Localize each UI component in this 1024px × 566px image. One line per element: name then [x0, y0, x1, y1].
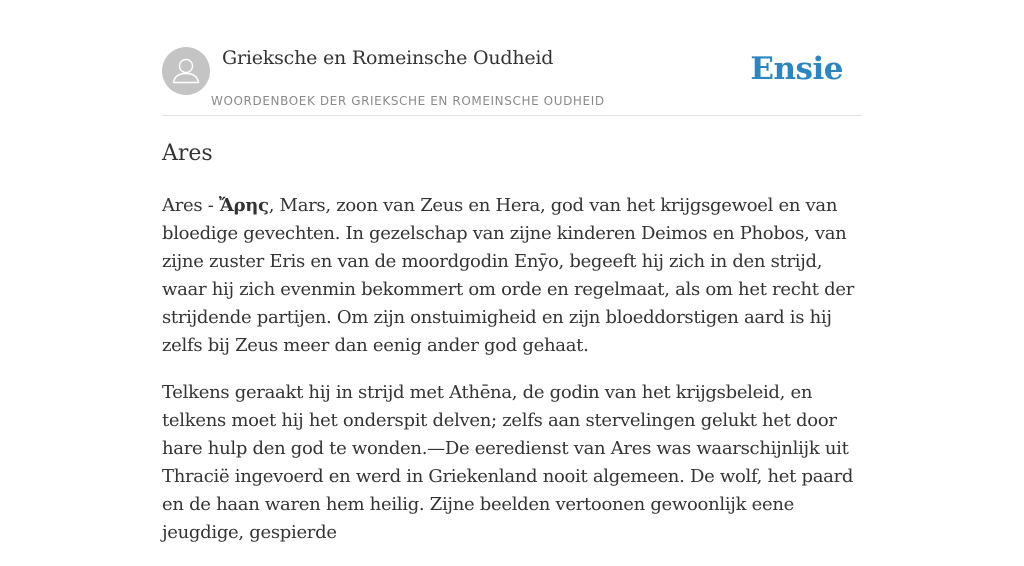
entry-lead: Ares -	[162, 195, 219, 216]
source-title[interactable]: Grieksche en Romeinsche Oudheid	[222, 47, 554, 69]
greek-term: Ἄρης	[218, 195, 269, 216]
source-subtitle[interactable]: WOORDENBOEK DER GRIEKSCHE EN ROMEINSCHE OUDHEID	[211, 94, 605, 108]
entry-paragraph-1	[162, 192, 862, 360]
avatar[interactable]	[162, 47, 210, 95]
page-container	[162, 0, 862, 543]
entry-body	[162, 192, 862, 566]
user-silhouette-icon	[162, 47, 210, 95]
entry-title: Ares	[162, 141, 213, 166]
entry-paragraph-2: Telkens geraakt hij in strijd met Athēna, de godin van het krijgsbeleid, en telkens moet hij het onderspit delven; zelfs aan stervelingen gelukt het door hare hulp den god te wonden.—De eeredienst van Ares was waarschijnlijk uit Thracië ingevoerd en werd in Griekenland nooit algemeen. De wolf, het paard en de haan waren hem heilig. Zijne beelden vertoonen gewoonlijk eene jeugdige, gespierde	[162, 382, 854, 543]
header-divider	[162, 115, 862, 116]
brand-logo[interactable]: Ensie	[750, 51, 843, 87]
entry-paragraph-1-text: , Mars, zoon van Zeus en Hera, god van het krijgsgewoel en van bloedige gevechten. In gezelschap van zijne kinderen Deimos en Phobos, van zijne zuster Eris en van de moordgodin Enȳo, begeeft hij zich in den strijd, waar hij zich evenmin bekommert om orde en regelmaat, als om het recht der strijdende partijen. Om zijn onstuimigheid en zijn bloeddorstigen aard is hij zelfs bij Zeus meer dan eenig ander god gehaat.	[162, 195, 855, 356]
